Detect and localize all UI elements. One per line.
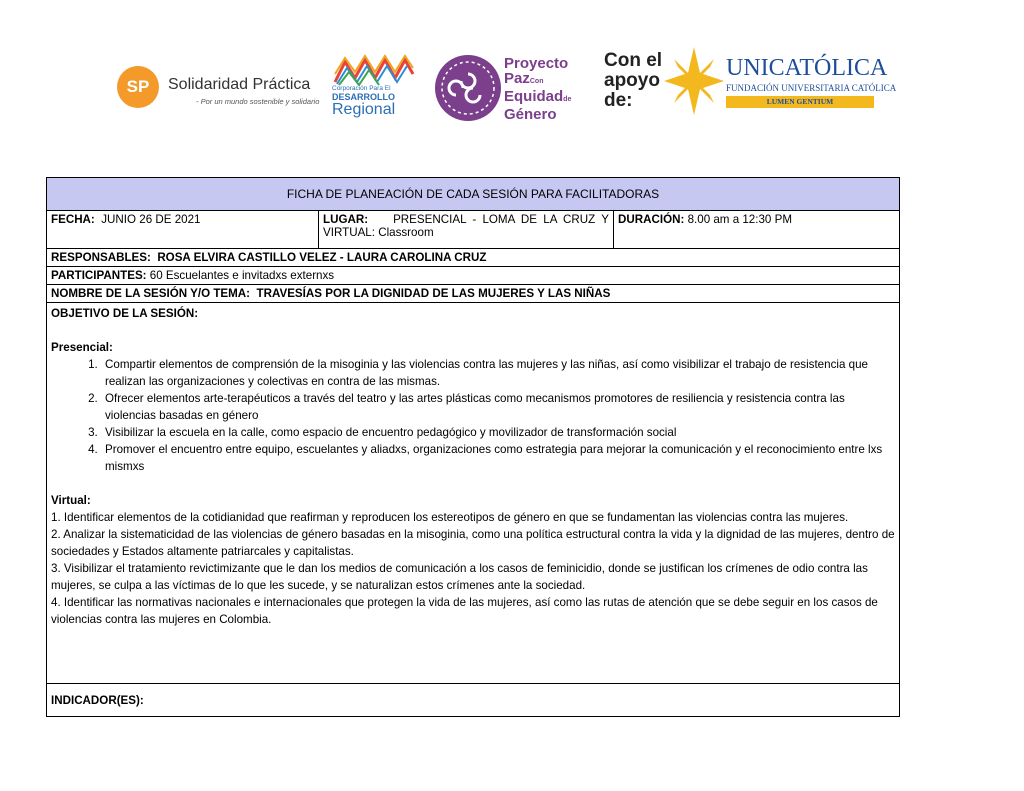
paz-line4: Género [504,106,557,123]
lugar-cell [319,211,614,249]
paz-line1: Proyecto [504,55,569,72]
virtual-label: Virtual: [51,494,91,507]
objetivo-label: OBJETIVO DE LA SESIÓN: [51,307,199,320]
fecha-label: FECHA: [51,213,95,226]
presencial-item: 4. Promover el encuentro entre equipo, escuelantes y aliadxs, organizaciones como estrategia para mejorar la comunicación y el reconocimiento entre lxs mismxs [101,441,895,475]
responsables-label: RESPONSABLES: [51,251,151,264]
presencial-list [51,356,895,475]
desarrollo-line1: Corporación Para El [332,85,391,92]
participantes-label: PARTICIPANTES: [51,269,147,282]
presencial-item: 2. Ofrecer elementos arte-terapéuticos a través del teatro y las artes plásticas como mecanismos promotores de resiliencia y resistencia contra las violencias basadas en género [101,390,895,424]
presencial-item: 3. Visibilizar la escuela en la calle, como espacio de encuentro pedagógico y movilizador de transformación social [101,424,895,441]
paz-line2b: Con [529,78,544,85]
fecha-value: JUNIO 26 DE 2021 [101,213,201,226]
header-logos [0,0,1024,150]
unicatolica-motto: LUMEN GENTIUM [726,96,874,108]
unicatolica-sub: FUNDACIÓN UNIVERSITARIA CATÓLICA [726,83,897,93]
paz-line3a: Equidad [504,88,564,105]
unicatolica-name: UNICATÓLICA [726,55,888,81]
paz-logo-text [504,56,571,122]
responsables-row [47,249,900,267]
desarrollo-line3: Regional [332,100,396,118]
lugar-value-2: VIRTUAL: Classroom [323,226,434,239]
participantes-value: 60 Escuelantes e invitadxs externxs [149,269,335,282]
duracion-cell [614,211,900,249]
lugar-label: LUGAR: [323,213,369,226]
sheet-title: FICHA DE PLANEACIÓN DE CADA SESIÓN PARA FACILITADORAS [47,178,900,211]
apoyo-text [604,51,662,111]
solidaridad-logo-name: Solidaridad Práctica [168,76,311,93]
solidaridad-logo-tagline: - Por un mundo sostenible y solidario [196,97,320,106]
responsables-cell [47,249,900,267]
nombre-row [47,285,900,303]
virtual-item: 4. Identificar las normativas nacionales e internacionales que protegen la vida de las mujeres, así como las rutas de atención que se debe seguir en los casos de violencias contra las mujeres en Colombia. [51,596,878,626]
desarrollo-logo-icon [333,52,415,86]
duracion-label: DURACIÓN: [618,213,685,226]
title-row [47,178,900,211]
virtual-item: 3. Visibilizar el tratamiento revictimizante que le dan los medios de comunicación a los casos de feminicidio, donde se justifican los crímenes de odio contra las mujeres, se culpa a las víctimas de lo que les sucede, y se naturalizan estos crímenes ante la sociedad. [51,562,868,592]
apoyo-line1: Con el [604,50,663,71]
indicador-row [47,684,900,717]
apoyo-line2: apoyo [604,70,660,91]
indicador-cell [47,684,900,717]
presencial-item: 1. Compartir elementos de comprensión de la misoginia y las violencias contra las mujeres y las niñas, así como visibilizar el trabajo de resistencia que realizan las organizaciones y colectivas en contra de las mismas. [101,356,895,390]
virtual-item: 2. Analizar la sistematicidad de las violencias de género basadas en la misoginia, como una política estructural contra la vida y la dignidad de las mujeres, dentro de sociedades y Estados altamente patriarcales y capitalistas. [51,528,895,558]
paz-line2a: Paz [504,70,530,87]
paz-line3b: de [563,96,572,103]
fecha-cell [47,211,319,249]
paz-logo-icon [434,52,502,124]
objetivo-cell [47,303,900,684]
nombre-cell [47,285,900,303]
lugar-value-1: PRESENCIAL - LOMA DE LA CRUZ Y [393,213,610,226]
desarrollo-logo-text [332,86,418,118]
solidaridad-logo-icon: SP [117,66,159,108]
nombre-label: NOMBRE DE LA SESIÓN Y/O TEMA: [51,287,251,300]
presencial-label: Presencial: [51,341,113,354]
apoyo-line3: de: [604,90,633,111]
virtual-item: 1. Identificar elementos de la cotidianidad que reafirman y reproducen los estereotipos de género en que se fundamentan las violencias contra las mujeres. [51,511,849,524]
unicatolica-star-icon [662,45,726,117]
fecha-row [47,211,900,249]
objetivo-row [47,303,900,684]
participantes-cell [47,267,900,285]
planning-sheet-table [46,177,900,717]
indicador-label: INDICADOR(ES): [51,693,144,707]
duracion-value: 8.00 am a 12:30 PM [687,213,792,226]
desarrollo-line2: DESARROLLO [332,91,395,102]
nombre-value: TRAVESÍAS POR LA DIGNIDAD DE LAS MUJERES Y LAS NIÑAS [256,287,611,300]
participantes-row [47,267,900,285]
responsables-value: ROSA ELVIRA CASTILLO VELEZ - LAURA CAROLINA CRUZ [157,251,487,264]
